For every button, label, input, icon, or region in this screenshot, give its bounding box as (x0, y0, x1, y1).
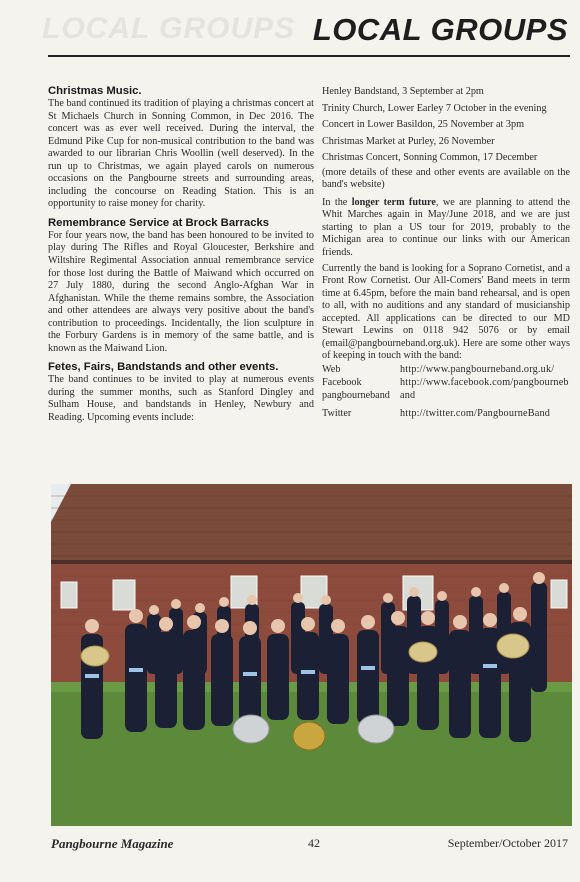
fetes-heading: Fetes, Fairs, Bandstands and other events. (48, 361, 279, 374)
christmas-heading: Christmas Music. (48, 85, 142, 97)
right-column (322, 84, 570, 420)
issue-date: September/October 2017 (447, 836, 568, 850)
header-rule (48, 55, 570, 57)
bleed-through-text: LOCAL GROUPS (42, 12, 296, 45)
link-label: Facebook pangbourneband (322, 377, 390, 402)
more-details-text: (more details of these and other events are available on the band's website) (322, 166, 570, 191)
link-label: Web (322, 363, 341, 375)
future-paragraph: In the longer term future, we are planning to attend the Whit Marches again in May/June 2018, and we are just starting to plan a US tour for 2019, probably to the Michigan area to continue our links with our American friends. (322, 196, 570, 259)
event-item: Christmas Market at Purley, 26 November (322, 135, 495, 147)
event-item: Christmas Concert, Sonning Common, 17 December (322, 152, 538, 164)
band-photo (51, 484, 572, 826)
facebook-link[interactable]: http://www.facebook.com/pangbourneband (400, 377, 569, 402)
event-item: Concert in Lower Basildon, 25 November at 3pm (322, 119, 525, 131)
christmas-paragraph: The band continued its tradition of playing a christmas concert at St Michaels Church in Sonning Common, in Dec 2016. The concert was as ever well received. During the interval, the Edmund Pike Cup for non-musical contribution to the band was awarded to our librarian Chris Woollin (well deserved). In the run up to Christmas, we again played carols on numerous occasions on the Pangbourne streets and surrounding areas, including the concourse on Reading Station. This is an opportunity to raise money for charity. (48, 98, 314, 210)
left-column (48, 84, 314, 425)
link-label: Twitter (322, 407, 352, 419)
link-row-facebook (322, 377, 570, 402)
event-item: Trinity Church, Lower Earley 7 October in the evening (322, 102, 547, 114)
page-title: LOCAL GROUPS (312, 12, 568, 47)
future-bold: longer term future (351, 196, 436, 208)
magazine-name: Pangbourne Magazine (51, 836, 174, 851)
remembrance-paragraph: For four years now, the band has been honoured to be invited to play during The Rifles and Royal Gloucester, Berkshire and Wiltshire Regimental Association annual remembrance service for those lost during the Battle of Maiwand which occurred on 27 July 1880, during the second Anglo-Afghan War in Afghanistan. While the theme remains sombre, the Association and other attendees are always very positive about the band's contribution to proceedings. Incidentally, the lion sculpture in the Forbury Gardens is in memory of the same battle, and is known as the Maiwand Lion. (48, 229, 314, 354)
band-photo-illustration (51, 484, 572, 826)
page-number: 42 (308, 836, 320, 850)
event-item: Henley Bandstand, 3 September at 2pm (322, 86, 484, 97)
fetes-paragraph: The band continues to be invited to play at numerous events during the summer months, such as Stanford Dingley and Sulham House, and bandstands in Henley, Newbury and Reading. Upcoming events include: (48, 374, 314, 424)
remembrance-heading: Remembrance Service at Brock Barracks (48, 216, 270, 229)
link-row-twitter (322, 408, 570, 421)
twitter-link[interactable]: http://twitter.com/PangbourneBand (400, 407, 551, 419)
link-row-web (322, 364, 570, 377)
web-link[interactable]: http://www.pangbourneband.org.uk/ (400, 363, 555, 375)
recruitment-paragraph: Currently the band is looking for a Soprano Cornetist, and a Front Row Cornetist. Our All-Comers' Band meets in term time at 6.45pm, before the main band rehearsal, and is open to all, with no auditions and any standard of musicianship accepted. All applications can be directed to our MD Stewart Lewins on 0118 942 5076 or by email (email@pangbourneband.org.uk). Here are some other ways of keeping in touch with the band: (322, 262, 570, 362)
